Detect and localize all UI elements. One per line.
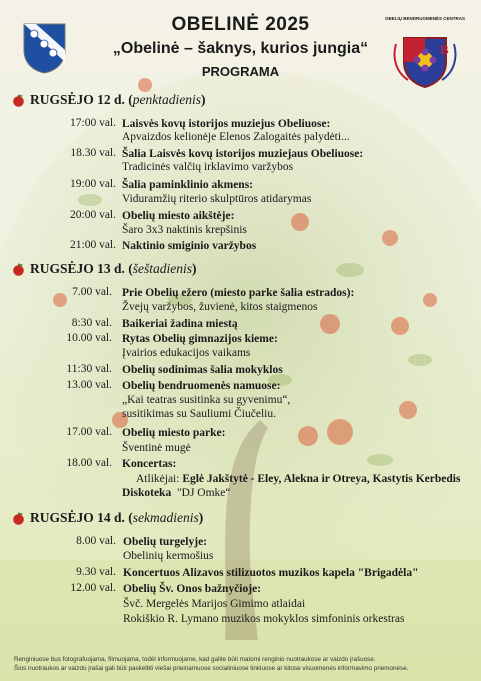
event-title: Koncertuos Alizavos stilizuotos muzikos kapela "Brigadėla" <box>123 567 419 579</box>
event-title: Obelių miesto aikštėje: <box>122 210 235 222</box>
event-time: 18.30 val. <box>70 147 116 159</box>
event-detail: Tradicinės valčių irklavimo varžybos <box>122 161 294 173</box>
event-detail: Šaro 3x3 naktinis krepšinis <box>122 224 247 236</box>
event-title: Obelių bendruomenės namuose: <box>122 380 281 392</box>
poster-subtitle: „Obelinė – šaknys, kurios jungia“ <box>112 40 369 57</box>
concert-performers <box>136 472 460 486</box>
day-weekday: sekmadienis <box>132 510 199 525</box>
event-time: 8:30 val. <box>71 317 112 329</box>
apple-icon <box>12 263 25 276</box>
event-title: Obelių turgelyje: <box>123 536 207 548</box>
event-title: Prie Obelių ežero (miesto parke šalia estrados): <box>122 287 355 299</box>
event-time: 8.00 val. <box>76 535 116 547</box>
event-detail: Obelinių kermošius <box>123 550 214 562</box>
event-detail: Šventinė mugė <box>122 442 191 454</box>
event-title: Laisvės kovų istorijos muziejus Obeliuose: <box>122 118 331 130</box>
event-title: Obelių Šv. Onos bažnyčioje: <box>123 583 262 595</box>
event-title: Šalia Laisvės kovų istorijos muziejaus Obeliuose: <box>122 148 364 160</box>
event-detail: Apvaizdos kelionėje Elenos Zalogaitės palydėti... <box>122 131 350 143</box>
poster-header <box>0 14 481 79</box>
event-time: 18.00 val. <box>66 457 112 469</box>
day-weekday: šeštadienis <box>132 261 193 276</box>
event-detail: Žvejų varžybos, žuvienė, kitos staigmenos <box>122 301 318 313</box>
apple-icon <box>12 94 25 107</box>
photo-notice <box>14 655 474 673</box>
event-time: 20:00 val. <box>70 209 116 221</box>
event-time: 11:30 val. <box>66 363 112 375</box>
event-detail: „Kai teatras susitinka su gyvenimu“, <box>122 394 291 406</box>
event-title: Naktinio smiginio varžybos <box>122 240 257 252</box>
event-time: 12.00 val. <box>70 582 116 594</box>
disco-name: "DJ Omke“ <box>176 487 231 499</box>
apple-icon <box>12 512 25 525</box>
event-detail: Švč. Mergelės Marijos Gimimo atlaidai <box>123 598 306 610</box>
day-date: RUGSĖJO 14 d. <box>30 510 125 525</box>
program-heading: PROGRAMA <box>201 64 280 79</box>
day-heading-2: RUGSĖJO 13 d. ( šeštadienis ) <box>12 261 197 277</box>
event-time: 19:00 val. <box>70 178 116 190</box>
event-time: 21:00 val. <box>70 239 116 251</box>
event-title: Baikeriai žadina miestą <box>122 318 238 330</box>
day-weekday: penktadienis <box>132 92 202 107</box>
event-title: Koncertas: <box>122 458 177 470</box>
event-detail: Viduramžių riterio skulptūros atidarymas <box>122 193 312 205</box>
performers-label: Atlikėjai: <box>136 473 183 485</box>
svg-text:B: B <box>440 42 449 57</box>
event-title: Obelių sodinimas šalia mokyklos <box>122 364 283 376</box>
event-time: 17.00 val. <box>66 426 112 438</box>
event-detail: susitikimas su Sauliumi Čiučeliu. <box>122 408 276 420</box>
event-time: 7.00 val. <box>72 286 112 298</box>
event-time: 17:00 val. <box>70 117 116 129</box>
photo-notice-line: Renginiuose bus fotografuojama, filmuojama, todėl informuojame, kad galite būti matomi renginio nuotraukose ar vaizdo įrašuose. <box>14 656 376 663</box>
day-heading-3: RUGSĖJO 14 d. ( sekmadienis ) <box>12 510 203 526</box>
day-date: RUGSĖJO 12 d. <box>30 92 125 107</box>
event-title: Rytas Obelių gimnazijos kieme: <box>122 333 278 345</box>
event-time: 13.00 val. <box>66 379 112 391</box>
event-detail: Rokiškio R. Lymano muzikos mokyklos simfoninis orkestras <box>123 613 405 625</box>
event-time: 10.00 val. <box>66 332 112 344</box>
poster-title: OBELINĖ 2025 <box>171 14 310 35</box>
concert-disco <box>122 486 231 500</box>
community-center-logo-text: OBELIŲ BENDRUOMENĖS CENTRAS <box>384 16 465 21</box>
day-heading-1: RUGSĖJO 12 d. ( penktadienis ) <box>12 92 206 108</box>
day-date: RUGSĖJO 13 d. <box>30 261 125 276</box>
disco-label: Diskoteka <box>122 487 172 499</box>
performers-names: Eglė Jakštytė - Eley, Alekna ir Otreya, Kastytis Kerbedis <box>182 473 461 485</box>
event-detail: Įvairios edukacijos vaikams <box>122 347 251 359</box>
event-title: Obelių miesto parke: <box>122 427 226 439</box>
photo-notice-line: Šios nuotraukos ar vaizdo įrašai gali būti paskelbti viešai prieinamuose socialiniuose tinkluose ar kitose visuomenės informavimo priemonėse. <box>14 665 409 672</box>
event-time: 9.30 val. <box>76 566 116 578</box>
event-title: Šalia paminklinio akmens: <box>122 179 254 191</box>
